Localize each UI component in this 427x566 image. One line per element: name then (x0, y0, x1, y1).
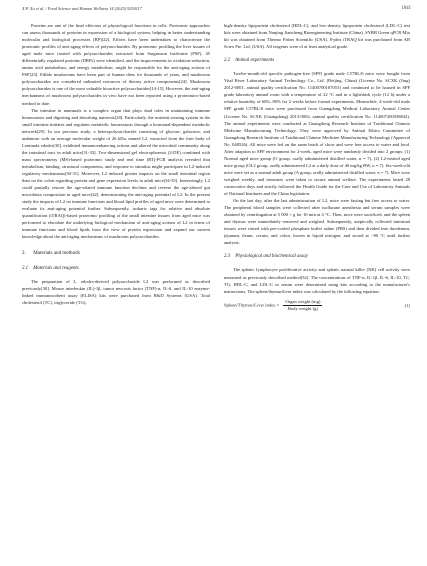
subsection-title: Animal experiments (235, 58, 275, 64)
section-heading (22, 250, 210, 257)
equation-denominator: Body weight (g) (287, 305, 318, 311)
paragraph: Proteins are one of the final effectors of physiological functions in cells. Proteomic approaches can assess thousands of proteins in expression of a biological system, helping in better understanding molecular and biological processes (BP)[22]. Efforts have been undertaken to characterize the proteomic profiles of anti-aging effects of polysaccharides. By proteomic profiling the liver tissues of aged male mice treated with polysaccharides extracted from Sargassum fusiforme (PSF), 45 differentially regulated proteins (DRPs) were identified, and the improvements in oxidation-reduction, amino acid metabolism, and energy metabolism, might be responsible for the anti-aging actions of PSF[23]. Edible mushrooms have been part of human diets for thousands of years, and mushroom polysaccharides are considered unlimited resources of dietary active components[24]. Mushroom polysaccharides is one of the most valuable bioactive polysaccharides[14-15]. However, the anti-aging mechanisms of mushroom polysaccharides in vivo have not been reported using a proteomics-based method to date. (22, 23, 210, 106)
equation-body (224, 299, 322, 312)
paragraph: The preparation of L. edodes-derived polysaccharide L2 was performed as described previously[30]. Mouse interleukin (IL)-1β, tumor necrosis factor (TNF)-α, IL-6, and IL-10 enzyme-linked immunosorbent assay (ELISA) kits were purchased from R&D Systems (USA). Total cholesterol (TC), triglyceride (TG), (22, 278, 210, 305)
equation-numerator: Organ weight (mg) (285, 298, 321, 304)
subsection-number: 2.1 (22, 265, 29, 271)
equation (224, 299, 410, 312)
paragraph: The splenic lymphocyte proliferative activity and splenic natural killer (NK) cell activity were measured as previously described method[32]. The concentrations of TNF-α, IL-1β, IL-6, IL-10, TC, TG, HDL-C, and LDL-C in serum were determined using kits according to the manufacturer's instructions. The spleen/thymus/liver index was calculated by the following equation: (224, 267, 410, 294)
subsection-title: Materials and reagents (33, 265, 79, 271)
paragraph: The intestine in mammals is a complex organ that plays dual roles in maintaining immune homeostasis and digesting and absorbing nutrients[28]. Particularly, the nutrient sensing system in the small intestine initiates and regulates metabolic homeostasis through a hormonal-dependent metabolic network[29]. In our previous study, a heteropolysaccharide consisting of glucose, galactose, and arabinose with an average molecular weight of 26 kDa, named L2, extracted from the fruit body of Lentinula edodes[30], exhibited immunoenhancing actions and altered the microbial community along the intestinal tract in adult mice[31-33]. Two-dimensional gel electrophoresis (2-DE) combined with mass spectrometry (MS)-based proteomic study and real time (RT)-PCR analysis revealed that metabolism, binding, structural components, and response to stimulus might participate in L2-induced regulatory mechanisms[30-31]. Moreover, L2 induced greater impacts on the small intestinal region than on the colon regarding protein and gene expression levels in adult mice[34-35]. Interestingly, L2 could partially restore the age-related immune function declines and reverse the age-altered gut microbiota composition in aged mice[22], demonstrating the anti-aging potential of L2. In the present study the impacts of L2 on immune functions and blood lipid profiles of aged mice were determined to evaluate its anti-aging potential further. Subsequently, isobaric tags for relative and absolute quantification (iTRAQ)-based proteomic profiling of the small intestine tissues from aged mice was performed to elucidate the underlying biological mechanism of anti-aging actions of L2 in terms of immune functions and blood lipids from the view of protein expression and expand our current knowledge about the anti-aging mechanisms of mushroom polysaccharides. (22, 107, 210, 240)
section-number: 2. (22, 250, 26, 257)
running-title: X.P. Xu et al. / Food Science and Human Wellness 14 (2025) 9250117 (22, 6, 142, 11)
page-number: 1841 (401, 6, 411, 11)
subsection-heading (224, 57, 410, 64)
paragraph: high-density lipoprotein cholesterol (HDL-C), and low-density lipoprotein cholesterol (LDL-C) test kits were obtained from Nanjing Jiancheng Bioengineering Institute (China). SYBR Green qPCR Mix kit was obtained from Thermo Fisher Scientific (USA). 8-plex iTRAQ kit was purchased from AB Sciex Pte. Ltd. (USA). All reagents were of at least analytical grade. (224, 23, 410, 50)
equation-label: (1) (404, 302, 410, 308)
running-header (22, 6, 411, 16)
subsection-heading (224, 253, 410, 260)
subsection-number: 2.3 (224, 254, 231, 260)
equation-lhs: Spleen/Thymus/Liver index = (224, 302, 280, 308)
paragraph: On the last day, after the last administration of L2, mice were fasting but free access to water. The peripheral blood samples were collected after isoflurane anesthesia and serum samples were obtained by centrifugation at 5 000 × g for 10 min at 4 °C. Then, mice were sacrificed, and the spleen and thymus were immediately removed and weighed. Subsequently, aseptically collected intestinal tissues were rinsed with pre-cooled phosphate buffer saline (PBS) and then divided into duodenum, jejunum, ileum, cecum, and colon, frozen in liquid nitrogen, and stored at −80 °C until further analysis. (224, 198, 410, 246)
section-title: Materials and methods (33, 250, 80, 257)
subsection-title: Physiological and biochemical assay (235, 254, 308, 260)
subsection-number: 2.2 (224, 58, 231, 64)
right-column (224, 22, 410, 312)
equation-fraction (283, 299, 322, 312)
left-column (22, 22, 210, 306)
paragraph: Twelve-month-old specific pathogen-free (SPF) grade male C57BL/6 mice were bought from Vital River Laboratory Animal Technology Co., Ltd. (Beijing, China) (License No. SCXK (Jing) 2012-0001, animal quality certification No. 11400700187053) and continued to be housed in SPF grade laboratory animal room with a temperature of 22 °C and in a light/dark cycle (12 h) under a relative humidity of 60%–80% for 2 weeks before formal experiments. Meanwhile, 4-week-old male SPF grade C57BL/6 mice were purchased from Guangdong Medical Laboratory Animal Center (License No. SCXK (Guangdong) 2013-0002, animal quality certification No. 11400720003884​2). The animal experiments were conducted at Guangdong Research Institute of Traditional Chinese Medicine Manufacturing Technology. They were approved by Animal Ethics Committee of Guangdong Research Institute of Traditional Chinese Medicine Manufacturing Technology (Approval No. 048526). All mice were fed on the same batch of chow and were free access to water and food. After adaption to SPF environment for 2-week, aged mice were randomly divided into 2 groups: (1) Normal aged mice group (O group, orally administered distilled water, n = 7), (2) L2-treated aged mice group (OL2 group, orally administered L2 at a daily dose of 40 mg/kg BW, n = 7). Six-week-old mice were set as a normal adult group (A group, orally administered distilled water, n = 7). Mice were weighed weekly, and measures were taken to secure animal welfare. The experiments lasted 28 consecutive days and strictly followed the Health Guide for the Care and Use of Laboratory Animals of National Institutes and the China legislation. (224, 71, 410, 197)
subsection-heading (22, 265, 210, 272)
